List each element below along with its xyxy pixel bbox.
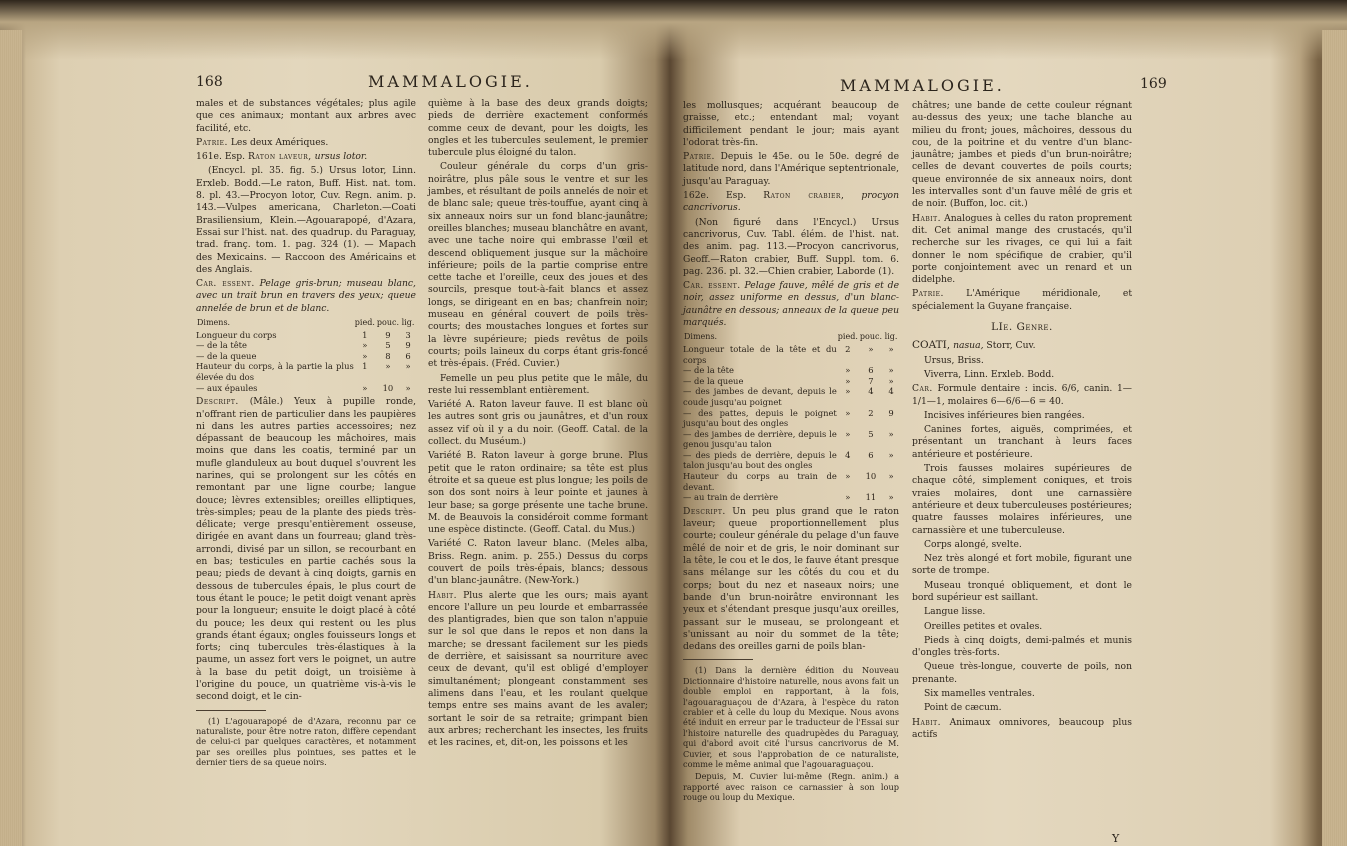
right-column-1 [683,100,899,805]
dimension-value: » [888,365,894,376]
dimension-label: — des jambes de derrière, depuis le genou jusqu'au talon [683,428,837,450]
text: Formule dentaire : incis. 6/6, canin. 1—1/1—1, molaires 6—6/6—6 = 40. [912,383,1132,407]
character: Museau tronqué obliquement, et dont le bord supérieur est saillant. [912,579,1132,603]
dimension-value: 4 [868,386,874,397]
dimension-value: 5 [385,340,391,351]
dimension-value: » [845,365,851,376]
dimension-value: » [888,492,894,503]
dimension-row [196,330,416,341]
dimension-row [683,492,899,503]
dimension-value: 11 [865,492,877,503]
description [196,396,416,703]
habits [428,590,648,750]
dimension-label: Hauteur du corps, à la partie la plus élevée du dos [196,361,354,383]
paragraph-coloration: Couleur générale du corps d'un gris-noirâtre, plus pâle sous le ventre et sur les jambes, et résultant de poils annelés de noir et de blanc sale; queue très-touffue, ayant cinq à six anneaux noirs sur un fond blanc-jaunâtre; oreilles blanches; museau blanchâtre en avant, avec une tache noire qui embrasse l'œil et descend obliquement jusque sur la mâchoire inférieure; poils de la partie comprise entre cette tache et l'oreille, ceux des joues et des sourcils, presque tout-à-fait blancs et assez longs, se dirigeant en en bas; chanfrein noir; museau en général couvert de poils très-courts; des moustaches longues et fortes sur la lèvre supérieure; pieds revêtus de poils courts; poils laineux du corps étant gris-foncé et très-épais. (Fréd. Cuvier.) [428,161,648,370]
genus-heading: LIe. Genre. [991,321,1053,334]
dimension-value: 1 [362,329,368,340]
character: Langue lisse. [924,606,986,618]
text: Raton laveur à gorge brune. Plus petit que le raton ordinaire; sa tête est plus étroite et sa queue est plus longue; les poils de son dos sont noirs à leur pointe et jaunes à leur base; sa gorge présente une tache brune. M. de Beauvois la considéroit comme formant une espèce distincte. (Geoff. Catal. du Mus.) [428,450,648,536]
label: Descript. [683,505,726,517]
dimension-value: » [845,386,851,397]
dimension-value: » [405,361,411,372]
dimension-value: 2 [868,407,874,418]
footnote-rule [683,659,753,660]
dimension-label: — de la queue [683,375,744,386]
right-column-2 [912,100,1132,743]
paragraph-patrie [683,151,899,188]
dimension-value: 9 [405,340,411,351]
dimension-row [196,340,416,351]
character: Point de cæcum. [924,702,1002,714]
label: Patrie. [683,151,715,163]
essential-characters [196,278,416,315]
essential-characters [683,280,899,329]
dimension-label: — aux épaules [196,382,258,393]
footnote: Depuis, M. Cuvier lui-même (Regn. anim.) a rapporté avec raison ce carnassier à son loup rouge ou loup du Mexique. [683,771,899,803]
dimension-row [683,408,899,429]
dimension-row [196,383,416,394]
dimension-value: 8 [385,350,391,361]
character: Canines fortes, aiguës, comprimées, et présentant un tranchant à leurs faces antérieure et postérieure. [912,424,1132,460]
species-heading [196,151,416,163]
left-column-2 [428,98,648,751]
text: Raton laveur fauve. Il est blanc où les autres sont gris ou jaunâtres, et d'un roux assez vif où il y a du noir. (Geoff. Catal. de la collect. du Muséum.) [428,399,648,448]
habits [912,717,1132,742]
dimension-value: 6 [868,365,874,376]
dimension-value: » [888,471,894,482]
dimension-row [683,471,899,492]
unit-header: lig. [884,332,898,342]
dimension-value: 6 [405,350,411,361]
esp-label: Esp. [725,190,747,202]
dimension-label: — des pattes, depuis le poignet jusqu'au bout des ongles [683,407,837,429]
dimension-value: » [845,492,851,503]
paragraph: quième à la base des deux grands doigts; pieds de derrière exactement conformés comme ceux de devant, pour les doigts, les ongles et les tubercules seulement, le premier tubercule plus éloigné du talon. [428,98,648,159]
variety-a [428,399,648,448]
text: Les deux Amériques. [230,136,329,148]
character: Oreilles petites et ovales. [924,620,1043,632]
dimension-value: » [888,428,894,439]
signature-mark: Y [1112,832,1120,845]
dimension-value: » [868,343,874,354]
footnote-rule [196,710,266,711]
dimension-value: 2 [845,343,851,354]
dimension-value: 6 [868,449,874,460]
unit-header: pied. [354,318,375,328]
text: Pelage fauve, mêlé de gris et de noir, assez uniforme en dessus, d'un blanc-jaunâtre en dessous; anneaux de la queue peu marqués. [683,280,900,329]
unit-header: pied. [837,332,858,342]
label: Car. [912,383,933,395]
dimension-value: » [888,343,894,354]
text: Analogues à celles du raton proprement dit. Cet animal mange des crustacés, qu'il recherche sur les rivages, ce qui lui a fait donner le nom spécifique de crabier, qu'il porte conjointement avec un renard et un didelphe. [912,212,1132,286]
paragraph: males et de substances végétales; plus agile que ces animaux; montant aux arbres avec facilité, etc. [196,98,416,134]
synonymy: (Encycl. pl. 35. fig. 5.) Ursus lotor, Linn. Erxleb. Bodd.—Le raton, Buff. Hist. nat. tom. 8. pl. 43.—Procyon lotor, Cuv. Regn. anim. p. 143.—Vulpes americana, Charleton.—Coati Brasiliensium, Klein.—Agouarapopé, d'Azara, Essai sur l'hist. nat. des quadrup. du Paraguay, trad. franç. tom. 1. pag. 324 (1). — Mapach des Mexicains. — Raccoon des Américains et des Anglais. [196,165,416,275]
dimension-value: 5 [868,428,874,439]
text: L'Amérique méridionale, et spécialement la Guyane française. [912,288,1133,312]
dimension-value: » [362,382,368,393]
unit-header: pouc. [376,318,399,328]
dimension-value: » [362,350,368,361]
dimension-value: 10 [865,471,877,482]
left-page-edges [0,30,22,846]
dimension-value: 9 [385,329,391,340]
footnote: (1) L'agouarapopé de d'Azara, reconnu par ce naturaliste, pour être notre raton, diffère cependant de celui-ci par quelques caractères, et notamment par ses oreilles plus pointues, ses pattes et le dernier tiers de sa queue noirs. [196,715,416,768]
dimension-label: — des pieds de derrière, depuis le talon jusqu'au bout des ongles [683,449,837,471]
label: Car. essent. [683,280,741,292]
unit-header: pouc. [859,332,882,342]
character: Corps alongé, svelte. [924,538,1022,550]
label: Descript. [196,396,239,408]
dimension-row [683,450,899,471]
text: Plus alerte que les ours; mais ayant encore l'allure un peu lourde et embarrassée des plantigrades, bien que son talon n'appuie sur le sol que dans le repos et non dans la marche; se dressant facilement sur les pieds de derrière, et saisissant sa nourriture avec ceux de devant, qu'il est obligé d'employer simultanément; plongeant constamment ses alimens dans l'eau, et les roulant quelque temps entre ses mains avant de les avaler; sortant le soir de sa retraite; grimpant bien aux arbres; recherchant les insectes, les fruits et les racines, et, dit-on, les poissons et les [428,589,648,749]
dimension-value: 4 [845,449,851,460]
dimension-row [683,386,899,407]
dimension-value: » [845,375,851,386]
dimensions-table [196,317,416,393]
description [683,506,899,654]
text: Raton laveur blanc. (Meles alba, Briss. Regn. anim. p. 255.) Dessus du corps couvert de poils très-épais, blancs; dessous d'un blanc-jaunâtre. (New-York.) [428,538,649,587]
paragraph: châtres; une bande de cette couleur régnant au-dessus des yeux; une tache blanche au milieu du front; joues, mâchoires, dessous du cou, de la poitrine et du ventre d'un blanc-jaunâtre; jambes et pieds d'un brun-noirâtre; celles de devant couvertes de poils courts; queue environnée de six anneaux noirs, dont les intervalles sont d'un fauve mêlé de gris et de noir. (Buffon, loc. cit.) [912,100,1132,210]
dimension-value: 7 [868,375,874,386]
dimension-row [683,344,899,365]
species-name: Raton crabier, [763,190,845,202]
genus-name [912,339,1132,352]
dimensions-title: Dimens. [684,332,718,342]
esp-label: Esp. [224,151,246,163]
dimension-label: — des jambes de devant, depuis le coude jusqu'au poignet [683,386,837,407]
species-name: Raton laveur, [247,151,312,163]
species-heading [683,190,899,215]
dimensions-title: Dimens. [197,318,231,328]
dimension-row [196,351,416,362]
dimension-value: » [362,340,368,351]
label: Habit. [428,589,458,601]
dimensions-header-row [196,317,416,330]
text: Depuis le 45e. ou le 50e. degré de latitude nord, dans l'Amérique septentrionale, jusqu'au Paraguay. [683,151,900,187]
variety-c [428,538,648,587]
species-latin: ursus lotor. [314,151,368,163]
species-latin: procyon cancrivorus. [683,190,899,214]
left-column-1 [196,98,416,770]
dimension-label: — de la tête [196,340,247,351]
book-top-shadow [0,0,1347,60]
synonym: Viverra, Linn. Erxleb. Bodd. [924,368,1055,380]
dimension-label: Longueur du corps [196,329,277,340]
page-number-left: 168 [196,74,223,90]
label: Variété B. [428,450,477,462]
dimension-value: » [845,428,851,439]
dimension-value: 4 [888,386,894,397]
dimension-row [683,365,899,376]
variety-b [428,450,648,536]
text: Pelage gris-brun; museau blanc, avec un trait brun en travers des yeux; queue annelée de brun et de blanc. [196,278,416,314]
unit-header: lig. [401,318,415,328]
species-number: 161e. [196,151,222,163]
dimension-value: 3 [405,329,411,340]
label: Variété A. [428,399,476,411]
dimension-row [196,361,416,382]
paragraph-patrie [196,137,416,149]
genus-latin: nasua, [953,340,984,352]
dimension-value: 9 [888,407,894,418]
synonymy: (Non figuré dans l'Encycl.) Ursus cancrivorus, Cuv. Tabl. élém. de l'hist. nat. des anim. pag. 113.—Procyon cancrivorus, Geoff.—Raton crabier, Buff. Suppl. tom. 6. pag. 236. pl. 32.—Chien crabier, Laborde (1). [683,216,899,277]
dimension-value: » [845,471,851,482]
dimension-row [683,376,899,387]
label: Habit. [912,212,942,224]
character: Incisives inférieures bien rangées. [924,409,1085,421]
dimension-value: 10 [382,382,394,393]
character: Nez très alongé et fort mobile, figurant une sorte de trompe. [912,553,1132,577]
authors: Storr, Cuv. [986,340,1036,352]
dimension-label: Hauteur du corps au train de devant. [683,471,837,492]
label: Patrie. [912,288,944,300]
species-number: 162e. [683,190,709,202]
running-head-right: MAMMALOGIE. [840,76,1005,95]
character: Queue très-longue, couverte de poils, non prenante. [912,661,1132,685]
dental-formula [912,383,1132,408]
character: Pieds à cinq doigts, demi-palmés et munis d'ongles très-forts. [912,634,1132,659]
right-page-edges [1322,30,1347,846]
paragraph-female: Femelle un peu plus petite que le mâle, du reste lui ressemblant entièrement. [428,372,648,396]
dimension-value: » [845,407,851,418]
dimension-value: » [888,375,894,386]
label: Habit. [912,716,942,728]
paragraph: les mollusques; acquérant beaucoup de graisse, etc.; entendant mal; voyant difficilement pendant le jour; mais ayant l'odorat très-fin. [683,100,899,148]
genus-title: COATI, [912,339,951,352]
footnote: (1) Dans la dernière édition du Nouveau Dictionnaire d'histoire naturelle, nous avons fait un double emploi en rapportant, à la fois, l'agouaraguaçou de d'Azara, à l'espèce du raton crabier et à celle du loup du Mexique. Nous avons été induit en erreur par le traducteur de l'Essai sur l'histoire naturelle des quadrupèdes du Paraguay, qui d'abord avoit cité l'ursus cancrivorus de M. Cuvier, et sous l'approbation de ce naturaliste, comme le même animal que l'agouaraguaçou. [683,665,899,770]
paragraph-patrie [912,288,1132,313]
dimensions-header-row [683,331,899,344]
text: Animaux omnivores, beaucoup plus actifs [912,716,1132,740]
dimension-value: » [405,382,411,393]
dimension-label: Longueur totale de la tête et du corps [683,343,837,365]
dimension-label: — au train de derrière [683,492,779,503]
habits [912,213,1132,287]
text: (Mâle.) Yeux à pupille ronde, n'offrant rien de particulier dans les paupières ni dans les autres parties accessoires; nez dépassant de beaucoup les mâchoires, mais moins que dans les coatis, terminé par un mufle glanduleux au bout duquel s'ouvrent les narines, qui se prolongent sur les côtés en remontant par une ligne courbe; langue douce; lèvres extensibles; oreilles elliptiques, très-simples; peau de la plante des pieds très-délicate; verge presqu'entièrement osseuse, dirigée en avant dans un fourreau; gland très-arrondi, divisé par un sillon, se recourbant en en bas; testicules en partie cachés sous la peau; pieds de devant à cinq doigts, garnis en dessous de tubercules épais, le plus court de tous étant le pouce; le petit doigt venant après pour la longueur; ensuite le doigt placé à côté du pouce; les deux qui restent ou les plus grands étant égaux; ongles fouisseurs longs et forts; cinq tubercules très-élastiques à la paume, un assez fort vers le poignet, un autre à la base du petit doigt, un troisième à l'origine du pouce, un quatrième vis-à-vis le second doigt, et le cin- [196,396,417,703]
synonym: Ursus, Briss. [924,354,984,366]
dimensions-table [683,331,899,503]
label: Car. essent. [196,278,255,290]
dimension-label: — de la queue [196,350,257,361]
label: Variété C. [428,538,478,550]
dimension-value: » [385,361,391,372]
dimension-label: — de la tête [683,365,734,376]
label: Patrie. [196,136,228,148]
text: Un peu plus grand que le raton laveur; queue proportionnellement plus courte; couleur générale du pelage d'un fauve mêlé de noir et de gris, le noir dominant sur la tête, le cou et le dos, le fauve étant presque sans mélange sur les côtés du cou et du corps; bout du nez et naseaux noirs; une bande d'un brun-noirâtre environnant les yeux et s'étendant presque jusqu'aux oreilles, passant sur le museau, se prolongeant et s'unissant au noir du sommet de la tête; dedans des oreilles garni de poils blan- [683,505,899,653]
dimension-value: 1 [362,361,368,372]
character: Six mamelles ventrales. [924,688,1035,700]
running-head-left: MAMMALOGIE. [368,72,533,91]
character: Trois fausses molaires supérieures de chaque côté, simplement coniques, et trois vraies molaires, dont une carnassière antérieure et deux tuberculeuses postérieures; quatre fausses molaires inférieures, une carnassière et une tuberculeuse. [912,463,1132,536]
dimension-row [683,429,899,450]
page-number-right: 169 [1140,76,1167,92]
dimension-value: » [888,449,894,460]
